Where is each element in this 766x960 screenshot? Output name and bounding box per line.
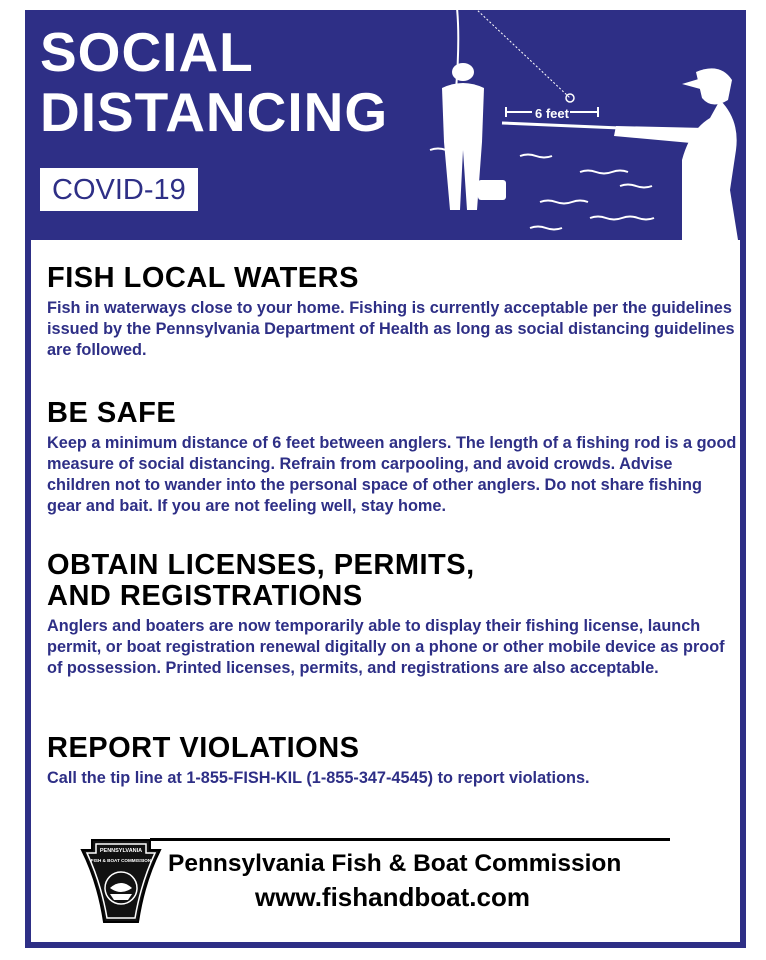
section-body: Keep a minimum distance of 6 feet between anglers. The length of a fishing rod is a good measure of social distancing. Refrain from carpooling, and avoid crowds. Advise children not to wander into the personal space of other anglers. Do not share fishing gear and bait. If you are not feeling well, stay home.	[47, 434, 737, 515]
angler-left-icon	[442, 63, 506, 210]
anglers-illustration	[420, 10, 746, 240]
section-body: Anglers and boaters are now temporarily able to display their fishing license, launch permit, or boat registration renewal digitally on a phone or other mobile device as proof of possession. Printed licenses, permits, and registrations are also acceptable.	[47, 617, 725, 677]
logo-text-mid: FISH & BOAT COMMISSION	[90, 858, 152, 863]
distance-label: 6 feet	[535, 106, 569, 121]
covid-badge: COVID-19	[40, 168, 198, 211]
section-body: Call the tip line at 1-855-FISH-KIL (1-855-347-4545) to report violations.	[47, 769, 590, 787]
section-fish-local-waters	[47, 263, 737, 361]
pfbc-keystone-logo	[80, 838, 162, 924]
section-heading	[47, 550, 737, 612]
title-line-2: DISTANCING	[40, 81, 389, 143]
fishing-rod-right	[502, 123, 620, 128]
section-obtain-licenses	[47, 550, 737, 679]
section-heading: FISH LOCAL WATERS	[47, 262, 359, 294]
section-heading: BE SAFE	[47, 397, 177, 429]
angler-right-icon	[614, 68, 738, 240]
organization-name: Pennsylvania Fish & Boat Commission	[168, 850, 622, 877]
bobber-icon	[566, 94, 574, 102]
section-body: Fish in waterways close to your home. Fishing is currently acceptable per the guidelines issued by the Pennsylvania Department of Health as long as social distancing guidelines are followed.	[47, 299, 735, 359]
section-report-violations	[47, 733, 737, 789]
website-url: www.fishandboat.com	[255, 882, 530, 912]
section-heading: REPORT VIOLATIONS	[47, 732, 360, 764]
water-waves	[430, 149, 654, 230]
section-be-safe	[47, 398, 737, 517]
logo-text-top: PENNSYLVANIA	[99, 848, 143, 854]
heading-line-1: OBTAIN LICENSES, PERMITS,	[47, 549, 475, 581]
fishing-line-icon	[475, 10, 570, 98]
footer-divider	[150, 838, 670, 841]
heading-line-2: AND REGISTRATIONS	[47, 580, 363, 612]
title-line-1: SOCIAL	[40, 21, 254, 83]
page-title	[40, 22, 388, 142]
